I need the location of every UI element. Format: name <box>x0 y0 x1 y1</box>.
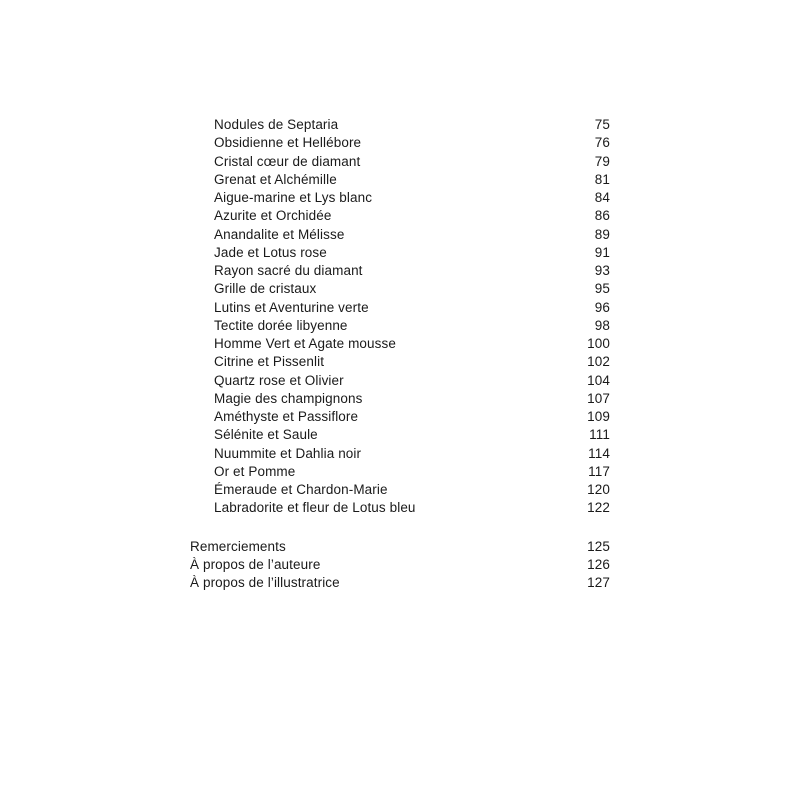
toc-entry <box>0 353 800 371</box>
entry-page-number: 117 <box>588 463 610 479</box>
entry-page-number: 104 <box>587 372 610 388</box>
toc-entry <box>0 299 800 317</box>
toc-entry <box>0 189 800 207</box>
toc-entry <box>0 171 800 189</box>
entry-title: Remerciements <box>190 538 286 554</box>
toc-entry <box>0 134 800 152</box>
entry-page-number: 114 <box>588 445 610 461</box>
toc-entry <box>0 244 800 262</box>
entry-page-number: 122 <box>587 500 610 516</box>
entry-title: Lutins et Aventurine verte <box>214 299 369 315</box>
toc-entry <box>0 372 800 390</box>
entry-page-number: 107 <box>587 390 610 406</box>
entry-title: Grille de cristaux <box>214 281 317 297</box>
entry-page-number: 93 <box>594 263 610 278</box>
toc-entry <box>0 499 800 517</box>
toc-entry <box>0 556 800 574</box>
entry-title: Grenat et Alchémille <box>214 171 337 187</box>
toc-entry <box>0 445 800 463</box>
entry-page-number: 98 <box>594 317 610 333</box>
entry-title: Tectite dorée libyenne <box>214 317 348 333</box>
entry-page-number: 125 <box>587 538 610 554</box>
toc-entry <box>0 207 800 225</box>
entry-title: Or et Pomme <box>214 463 296 479</box>
entry-page-number: 102 <box>587 354 610 370</box>
entry-title: Améthyste et Passiflore <box>214 409 359 424</box>
toc-entry <box>0 317 800 335</box>
entry-page-number: 109 <box>587 409 610 424</box>
entry-title: Obsidienne et Hellébore <box>214 135 362 151</box>
entry-title: Quartz rose et Olivier <box>214 372 344 388</box>
entry-title: Anandalite et Mélisse <box>214 226 345 242</box>
entry-page-number: 126 <box>587 556 610 572</box>
chapter-list <box>0 116 800 518</box>
toc-entry <box>0 153 800 171</box>
entry-title: À propos de l’auteure <box>190 556 321 572</box>
toc-entry <box>0 116 800 134</box>
entry-title: Nodules de Septaria <box>214 117 339 132</box>
backmatter-list <box>0 538 800 593</box>
toc-entry <box>0 408 800 426</box>
entry-page-number: 95 <box>594 281 610 297</box>
toc-entry <box>0 335 800 353</box>
entry-title: Homme Vert et Agate mousse <box>214 336 396 351</box>
toc-entry <box>0 538 800 556</box>
entry-page-number: 100 <box>587 336 610 351</box>
entry-page-number: 111 <box>589 427 610 443</box>
entry-title: Magie des champignons <box>214 390 363 406</box>
entry-page-number: 120 <box>587 482 610 497</box>
toc-entry <box>0 463 800 481</box>
toc-entry <box>0 262 800 280</box>
toc-entry <box>0 426 800 444</box>
toc-entry <box>0 390 800 408</box>
toc-entry <box>0 280 800 298</box>
entry-title: Jade et Lotus rose <box>214 244 327 260</box>
entry-page-number: 84 <box>594 190 610 205</box>
entry-page-number: 89 <box>594 226 610 242</box>
entry-page-number: 75 <box>594 117 610 132</box>
entry-page-number: 86 <box>594 208 610 224</box>
entry-page-number: 91 <box>594 244 610 260</box>
entry-title: À propos de l’illustratrice <box>190 575 340 590</box>
entry-page-number: 96 <box>594 299 610 315</box>
toc-entry <box>0 574 800 592</box>
entry-page-number: 79 <box>594 153 610 169</box>
entry-page-number: 127 <box>587 575 610 590</box>
entry-title: Nuummite et Dahlia noir <box>214 445 362 461</box>
entry-title: Labradorite et fleur de Lotus bleu <box>214 500 416 516</box>
entry-title: Citrine et Pissenlit <box>214 354 325 370</box>
entry-page-number: 76 <box>594 135 610 151</box>
entry-page-number: 81 <box>594 171 610 187</box>
table-of-contents <box>0 116 800 592</box>
toc-entry <box>0 226 800 244</box>
entry-title: Azurite et Orchidée <box>214 208 332 224</box>
entry-title: Sélénite et Saule <box>214 427 318 443</box>
toc-entry <box>0 481 800 499</box>
entry-title: Rayon sacré du diamant <box>214 263 363 278</box>
entry-title: Émeraude et Chardon-Marie <box>214 482 388 497</box>
entry-title: Aigue-marine et Lys blanc <box>214 190 373 205</box>
entry-title: Cristal cœur de diamant <box>214 153 361 169</box>
